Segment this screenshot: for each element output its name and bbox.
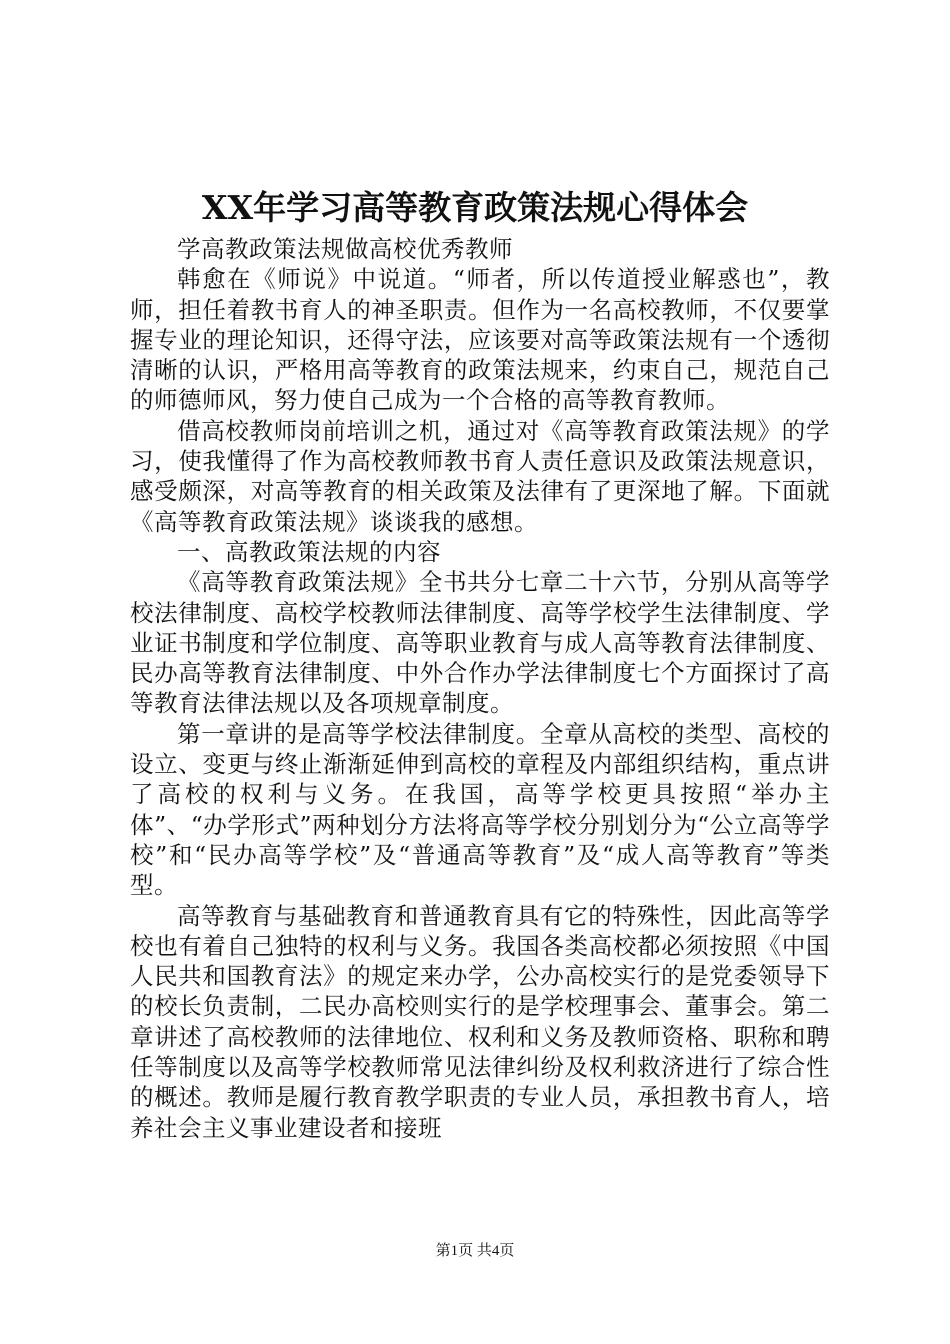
paragraph: 韩愈在《师说》中说道。“师者，所以传道授业解惑也”，教师，担任着教书育人的神圣职责。但作为一名高校教师，不仅要掌握专业的理论知识，还得守法，应该要对高等政策法规有一个透彻清晰的认识，严格用高等教育的政策法规来，约束自己，规范自己的师德师风，努力使自己成为一个合格的高等教育教师。: [130, 265, 830, 415]
paragraph: 借高校教师岗前培训之机，通过对《高等教育政策法规》的学习，使我懂得了作为高校教师教书育人责任意识及政策法规意识，感受颇深，对高等教育的相关政策及法律有了更深地了解。下面就《高等教育政策法规》谈谈我的感想。: [130, 416, 830, 536]
section-heading: 一、高教政策法规的内容: [177, 537, 441, 566]
document-title: XX年学习高等教育政策法规心得体会: [201, 188, 749, 227]
paragraph: 第一章讲的是高等学校法律制度。全章从高校的类型、高校的设立、变更与终止渐渐延伸到高校的章程及内部组织结构，重点讲了高校的权利与义务。在我国，高等学校更具按照“举办主体”、“办学形式”两种划分方法将高等学校分别划分为“公立高等学校”和“民办高等学校”及“普通高等教育”及“成人高等教育”等类型。: [130, 719, 830, 900]
page-number-footer: 第1页 共4页: [435, 1243, 515, 1259]
paragraph: 《高等教育政策法规》全书共分七章二十六节，分别从高等学校法律制度、高校学校教师法律制度、高等学校学生法律制度、学业证书制度和学位制度、高等职业教育与成人高等教育法律制度、民办高等教育法律制度、中外合作办学法律制度七个方面探讨了高等教育法律法规以及各项规章制度。: [130, 568, 830, 718]
paragraph-subtitle: 学高教政策法规做高校优秀教师: [177, 235, 513, 263]
paragraph: 高等教育与基础教育和普通教育具有它的特殊性，因此高等学校也有着自己独特的权利与义务。我国各类高校都必须按照《中国人民共和国教育法》的规定来办学，公办高校实行的是党委领导下的校长负责制，二民办高校则实行的是学校理事会、董事会。第二章讲述了高校教师的法律地位、权利和义务及教师资格、职称和聘任等制度以及高等学校教师常见法律纠纷及权利救济进行了综合性的概述。教师是履行教育教学职责的专业人员，承担教书育人，培养社会主义事业建设者和接班: [130, 901, 830, 1142]
document-body: [130, 234, 830, 1143]
